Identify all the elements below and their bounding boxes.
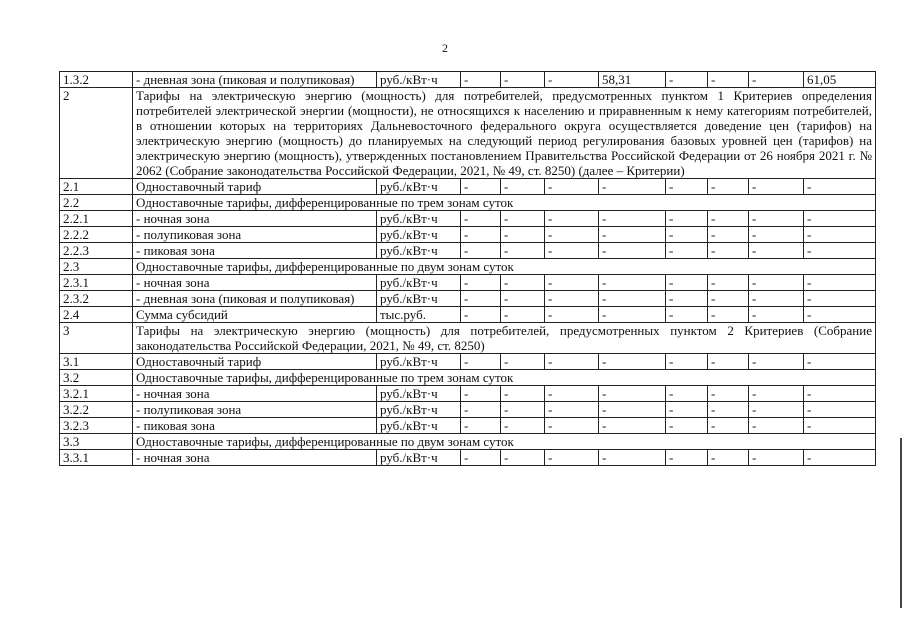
row-name: - дневная зона (пиковая и полупиковая) bbox=[133, 72, 377, 88]
value-cell: - bbox=[804, 211, 876, 227]
value-cell: - bbox=[545, 227, 599, 243]
value-cell: - bbox=[599, 418, 666, 434]
row-code: 1.3.2 bbox=[60, 72, 133, 88]
value-cell: - bbox=[461, 402, 501, 418]
value-cell: - bbox=[501, 275, 545, 291]
value-cell: - bbox=[599, 402, 666, 418]
row-name: - ночная зона bbox=[133, 450, 377, 466]
value-cell: - bbox=[666, 386, 708, 402]
value-cell: - bbox=[461, 354, 501, 370]
table-row bbox=[60, 354, 876, 370]
value-cell: - bbox=[461, 307, 501, 323]
value-cell: - bbox=[804, 386, 876, 402]
value-cell: - bbox=[804, 418, 876, 434]
row-unit: руб./кВт·ч bbox=[377, 418, 461, 434]
value-cell: - bbox=[749, 179, 804, 195]
value-cell: - bbox=[804, 243, 876, 259]
table-row bbox=[60, 88, 876, 179]
value-cell: - bbox=[708, 386, 749, 402]
row-code: 3.3.1 bbox=[60, 450, 133, 466]
value-cell: - bbox=[501, 354, 545, 370]
value-cell: - bbox=[501, 179, 545, 195]
value-cell: - bbox=[599, 291, 666, 307]
value-cell: - bbox=[708, 275, 749, 291]
table-row bbox=[60, 211, 876, 227]
value-cell: - bbox=[545, 291, 599, 307]
value-cell: - bbox=[545, 386, 599, 402]
value-cell: 58,31 bbox=[599, 72, 666, 88]
table-row bbox=[60, 307, 876, 323]
row-code: 2.3.2 bbox=[60, 291, 133, 307]
value-cell: - bbox=[749, 354, 804, 370]
row-code: 2 bbox=[60, 88, 133, 179]
value-cell: - bbox=[666, 227, 708, 243]
value-cell: 61,05 bbox=[804, 72, 876, 88]
value-cell: - bbox=[545, 179, 599, 195]
value-cell: - bbox=[599, 354, 666, 370]
value-cell: - bbox=[804, 227, 876, 243]
value-cell: - bbox=[708, 72, 749, 88]
value-cell: - bbox=[599, 386, 666, 402]
row-unit: тыс.руб. bbox=[377, 307, 461, 323]
value-cell: - bbox=[599, 227, 666, 243]
value-cell: - bbox=[461, 72, 501, 88]
value-cell: - bbox=[708, 227, 749, 243]
row-code: 2.3 bbox=[60, 259, 133, 275]
value-cell: - bbox=[461, 243, 501, 259]
value-cell: - bbox=[708, 243, 749, 259]
value-cell: - bbox=[501, 72, 545, 88]
row-code: 3.2 bbox=[60, 370, 133, 386]
tariff-table bbox=[59, 71, 876, 466]
section-heading: Одноставочные тарифы, дифференцированные по двум зонам суток bbox=[133, 259, 876, 275]
value-cell: - bbox=[749, 402, 804, 418]
row-code: 3.2.1 bbox=[60, 386, 133, 402]
table-row bbox=[60, 370, 876, 386]
value-cell: - bbox=[666, 402, 708, 418]
value-cell: - bbox=[804, 291, 876, 307]
value-cell: - bbox=[749, 72, 804, 88]
row-unit: руб./кВт·ч bbox=[377, 402, 461, 418]
table-row bbox=[60, 291, 876, 307]
value-cell: - bbox=[666, 354, 708, 370]
row-unit: руб./кВт·ч bbox=[377, 211, 461, 227]
value-cell: - bbox=[545, 402, 599, 418]
table-body bbox=[60, 72, 876, 466]
value-cell: - bbox=[749, 243, 804, 259]
section-heading: Тарифы на электрическую энергию (мощность) для потребителей, предусмотренных пунктом 1 Критериев определения потребителей электрической энергии (мощности), не относящихся к населению и приравненным к нему категориям потребителей, в отношении которых на территориях Дальневосточного федерального округа осуществляется доведение цен (тарифов) на электрическую энергию (мощность) до планируемых на следующий период регулирования базовых уровней цен (тарифов) на электрическую энергию (мощность), утвержденных постановлением Правительства Российской Федерации от 26 ноября 2021 г. № 2062 (Собрание законодательства Российской Федерации, 2021, № 49, ст. 8250) (далее – Критерии) bbox=[133, 88, 876, 179]
row-name: - пиковая зона bbox=[133, 243, 377, 259]
value-cell: - bbox=[461, 450, 501, 466]
row-code: 3.3 bbox=[60, 434, 133, 450]
row-name: Одноставочный тариф bbox=[133, 354, 377, 370]
value-cell: - bbox=[599, 211, 666, 227]
value-cell: - bbox=[599, 275, 666, 291]
table-row bbox=[60, 259, 876, 275]
table-row bbox=[60, 402, 876, 418]
value-cell: - bbox=[708, 211, 749, 227]
value-cell: - bbox=[501, 402, 545, 418]
value-cell: - bbox=[545, 211, 599, 227]
value-cell: - bbox=[501, 450, 545, 466]
value-cell: - bbox=[461, 211, 501, 227]
table-row bbox=[60, 275, 876, 291]
value-cell: - bbox=[708, 418, 749, 434]
value-cell: - bbox=[666, 275, 708, 291]
row-unit: руб./кВт·ч bbox=[377, 227, 461, 243]
table-row bbox=[60, 450, 876, 466]
value-cell: - bbox=[599, 307, 666, 323]
value-cell: - bbox=[599, 243, 666, 259]
value-cell: - bbox=[461, 386, 501, 402]
row-code: 3 bbox=[60, 323, 133, 354]
value-cell: - bbox=[749, 211, 804, 227]
section-heading: Одноставочные тарифы, дифференцированные по двум зонам суток bbox=[133, 434, 876, 450]
table-row bbox=[60, 418, 876, 434]
value-cell: - bbox=[501, 307, 545, 323]
table-row bbox=[60, 227, 876, 243]
value-cell: - bbox=[501, 243, 545, 259]
value-cell: - bbox=[461, 275, 501, 291]
row-code: 3.2.2 bbox=[60, 402, 133, 418]
value-cell: - bbox=[545, 243, 599, 259]
row-code: 2.3.1 bbox=[60, 275, 133, 291]
value-cell: - bbox=[749, 227, 804, 243]
value-cell: - bbox=[708, 179, 749, 195]
row-unit: руб./кВт·ч bbox=[377, 386, 461, 402]
section-heading: Одноставочные тарифы, дифференцированные по трем зонам суток bbox=[133, 370, 876, 386]
value-cell: - bbox=[749, 418, 804, 434]
page-edge-mark bbox=[900, 438, 902, 608]
row-name: Сумма субсидий bbox=[133, 307, 377, 323]
value-cell: - bbox=[804, 402, 876, 418]
value-cell: - bbox=[708, 307, 749, 323]
table-row bbox=[60, 179, 876, 195]
table-row bbox=[60, 323, 876, 354]
value-cell: - bbox=[501, 211, 545, 227]
row-name: - полупиковая зона bbox=[133, 402, 377, 418]
row-name: - дневная зона (пиковая и полупиковая) bbox=[133, 291, 377, 307]
value-cell: - bbox=[501, 418, 545, 434]
value-cell: - bbox=[501, 227, 545, 243]
row-unit: руб./кВт·ч bbox=[377, 450, 461, 466]
value-cell: - bbox=[461, 227, 501, 243]
value-cell: - bbox=[545, 307, 599, 323]
row-name: - полупиковая зона bbox=[133, 227, 377, 243]
value-cell: - bbox=[545, 72, 599, 88]
table-row bbox=[60, 72, 876, 88]
value-cell: - bbox=[749, 291, 804, 307]
value-cell: - bbox=[666, 211, 708, 227]
row-code: 3.2.3 bbox=[60, 418, 133, 434]
page-number: 2 bbox=[442, 41, 448, 55]
row-code: 2.4 bbox=[60, 307, 133, 323]
value-cell: - bbox=[708, 291, 749, 307]
row-code: 2.2.3 bbox=[60, 243, 133, 259]
value-cell: - bbox=[545, 450, 599, 466]
row-name: - пиковая зона bbox=[133, 418, 377, 434]
table-row bbox=[60, 243, 876, 259]
value-cell: - bbox=[804, 179, 876, 195]
row-name: - ночная зона bbox=[133, 386, 377, 402]
value-cell: - bbox=[666, 243, 708, 259]
row-code: 2.2.2 bbox=[60, 227, 133, 243]
row-name: - ночная зона bbox=[133, 275, 377, 291]
value-cell: - bbox=[666, 418, 708, 434]
value-cell: - bbox=[599, 179, 666, 195]
row-unit: руб./кВт·ч bbox=[377, 291, 461, 307]
value-cell: - bbox=[804, 450, 876, 466]
row-name: Одноставочный тариф bbox=[133, 179, 377, 195]
value-cell: - bbox=[749, 450, 804, 466]
row-code: 2.1 bbox=[60, 179, 133, 195]
value-cell: - bbox=[545, 275, 599, 291]
value-cell: - bbox=[666, 450, 708, 466]
value-cell: - bbox=[545, 354, 599, 370]
table-row bbox=[60, 195, 876, 211]
value-cell: - bbox=[708, 402, 749, 418]
value-cell: - bbox=[666, 291, 708, 307]
table-row bbox=[60, 386, 876, 402]
value-cell: - bbox=[666, 179, 708, 195]
section-heading: Тарифы на электрическую энергию (мощность) для потребителей, предусмотренных пунктом 2 Критериев (Собрание законодательства Российской Федерации, 2021, № 49, ст. 8250) bbox=[133, 323, 876, 354]
value-cell: - bbox=[461, 291, 501, 307]
value-cell: - bbox=[708, 354, 749, 370]
row-unit: руб./кВт·ч bbox=[377, 179, 461, 195]
row-code: 2.2.1 bbox=[60, 211, 133, 227]
value-cell: - bbox=[708, 450, 749, 466]
value-cell: - bbox=[461, 179, 501, 195]
section-heading: Одноставочные тарифы, дифференцированные по трем зонам суток bbox=[133, 195, 876, 211]
value-cell: - bbox=[501, 386, 545, 402]
row-unit: руб./кВт·ч bbox=[377, 72, 461, 88]
row-unit: руб./кВт·ч bbox=[377, 243, 461, 259]
value-cell: - bbox=[666, 307, 708, 323]
value-cell: - bbox=[599, 450, 666, 466]
value-cell: - bbox=[804, 307, 876, 323]
value-cell: - bbox=[461, 418, 501, 434]
value-cell: - bbox=[545, 418, 599, 434]
row-unit: руб./кВт·ч bbox=[377, 354, 461, 370]
value-cell: - bbox=[749, 275, 804, 291]
row-unit: руб./кВт·ч bbox=[377, 275, 461, 291]
value-cell: - bbox=[804, 275, 876, 291]
value-cell: - bbox=[501, 291, 545, 307]
value-cell: - bbox=[804, 354, 876, 370]
row-code: 3.1 bbox=[60, 354, 133, 370]
value-cell: - bbox=[666, 72, 708, 88]
row-code: 2.2 bbox=[60, 195, 133, 211]
value-cell: - bbox=[749, 386, 804, 402]
row-name: - ночная зона bbox=[133, 211, 377, 227]
value-cell: - bbox=[749, 307, 804, 323]
table-row bbox=[60, 434, 876, 450]
